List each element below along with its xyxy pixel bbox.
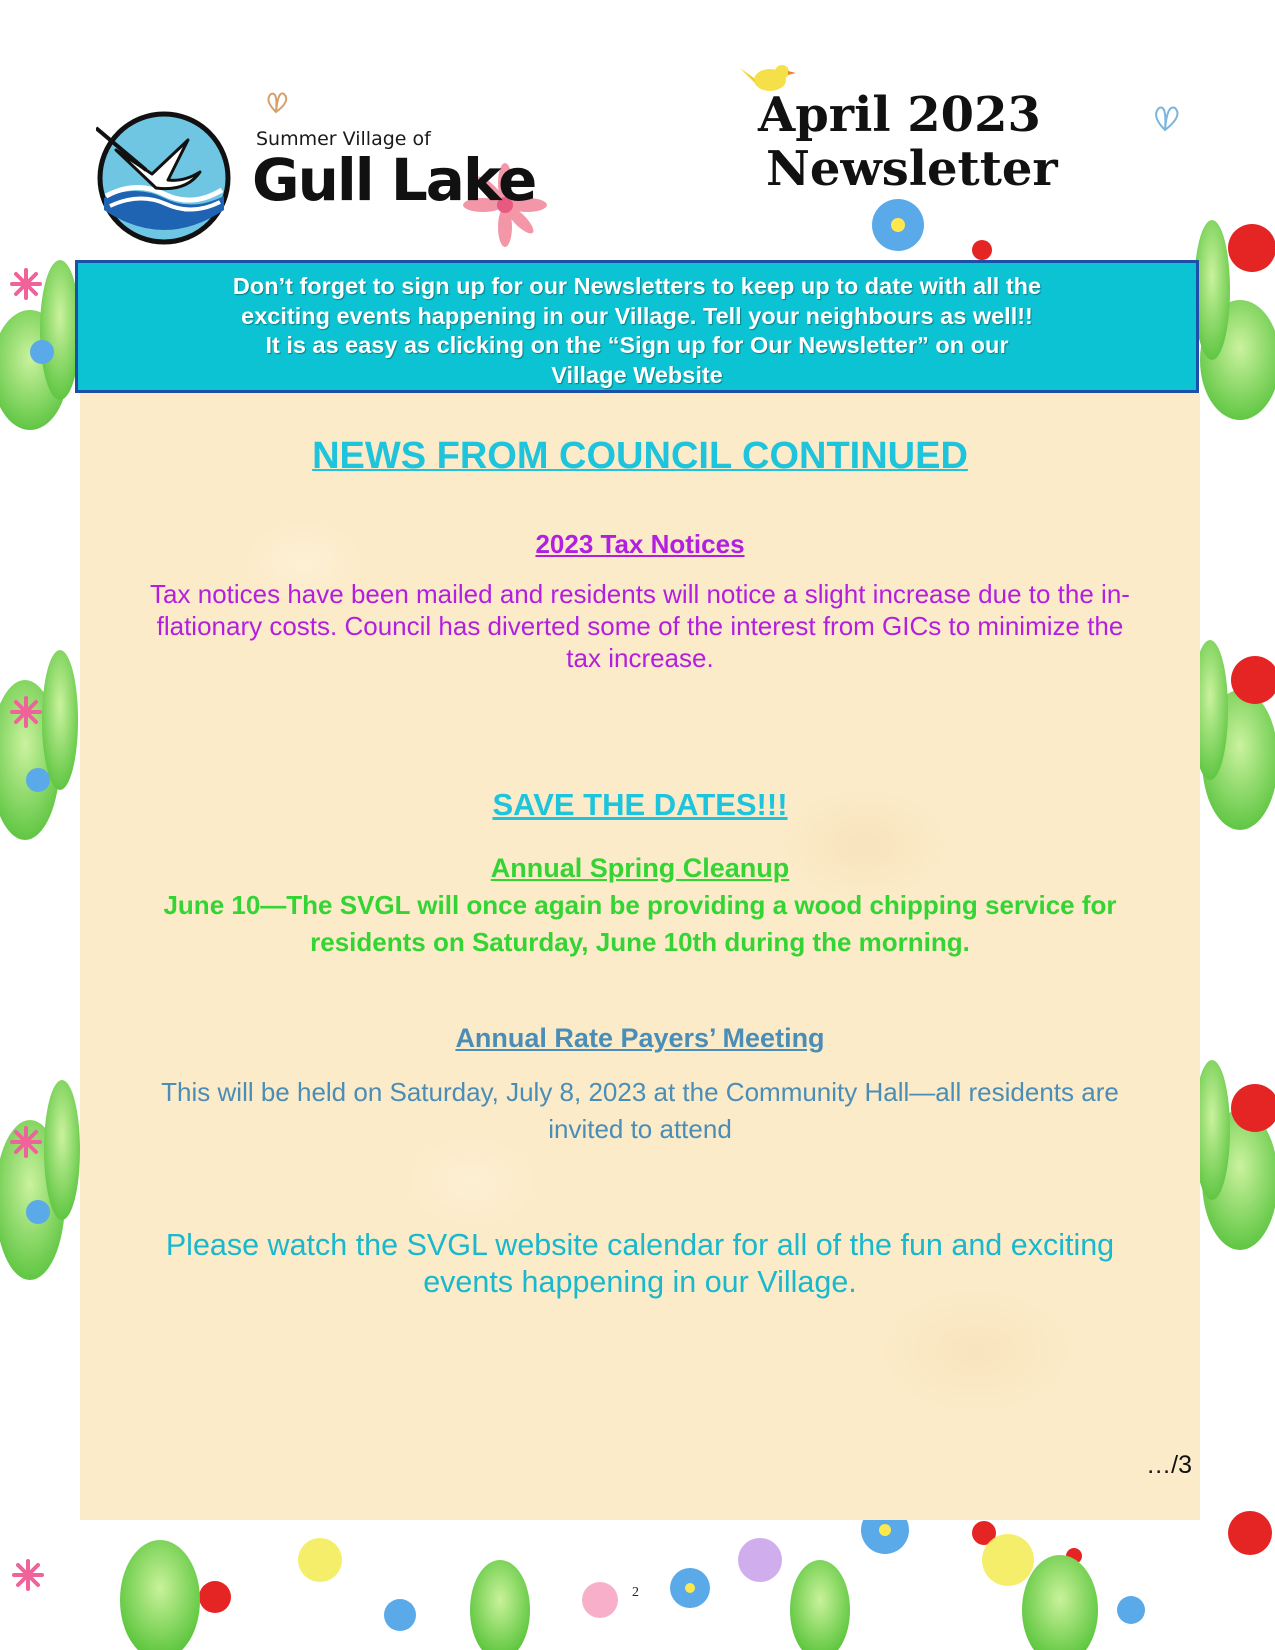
butterfly-icon [268,93,286,112]
rate-line: This will be held on Saturday, July 8, 2023 at the Community Hall—all residents are [161,1077,1119,1107]
tax-notices-text [80,578,1200,674]
ratepayers-meeting-text [80,1074,1200,1148]
banner-line: Village Website [551,361,723,388]
continued-marker: …/3 [1146,1451,1192,1479]
spring-cleanup-text [80,887,1200,961]
tax-line: flationary costs. Council has diverted some of the interest from GICs to minimize the [156,611,1124,641]
rate-line: invited to attend [548,1114,732,1144]
save-dates-heading: SAVE THE DATES!!! [492,787,788,822]
banner-line: It is as easy as clicking on the “Sign up for Our Newsletter” on our [265,332,1009,358]
pink-star-flowers [12,270,42,1589]
tax-notices-heading: 2023 Tax Notices [535,529,745,559]
watch-line: Please watch the SVGL website calendar for all of the fun and exciting [165,1228,1115,1262]
page-number: 2 [632,1585,639,1600]
signup-banner [75,260,1199,393]
banner-line: Don’t forget to sign up for our Newsletters to keep up to date with all the [232,273,1042,299]
issue-month: April 2023 [758,87,1041,143]
org-name-small: Summer Village of [256,128,431,150]
issue-title [758,88,1058,196]
website-calendar-note [80,1227,1200,1301]
tax-line: Tax notices have been mailed and residents will notice a slight increase due to the in- [150,579,1130,609]
spring-line: June 10—The SVGL will once again be providing a wood chipping service for [163,890,1117,920]
watch-line: events happening in our Village. [423,1265,857,1299]
banner-line: exciting events happening in our Village. Tell your neighbours as well!! [241,302,1033,329]
issue-label: Newsletter [766,141,1058,197]
ratepayers-meeting-heading: Annual Rate Payers’ Meeting [455,1023,825,1053]
bottom-foliage [120,1534,1098,1650]
council-heading: NEWS FROM COUNCIL CONTINUED [312,435,968,477]
content-panel [80,393,1200,1520]
tax-line: tax increase. [566,643,714,673]
butterfly-icon [1156,107,1177,130]
spring-line: residents on Saturday, June 10th during the morning. [310,927,970,957]
org-name-title: Gull Lake [252,146,536,214]
gull-logo-icon [96,110,232,246]
spring-cleanup-heading: Annual Spring Cleanup [490,853,790,883]
